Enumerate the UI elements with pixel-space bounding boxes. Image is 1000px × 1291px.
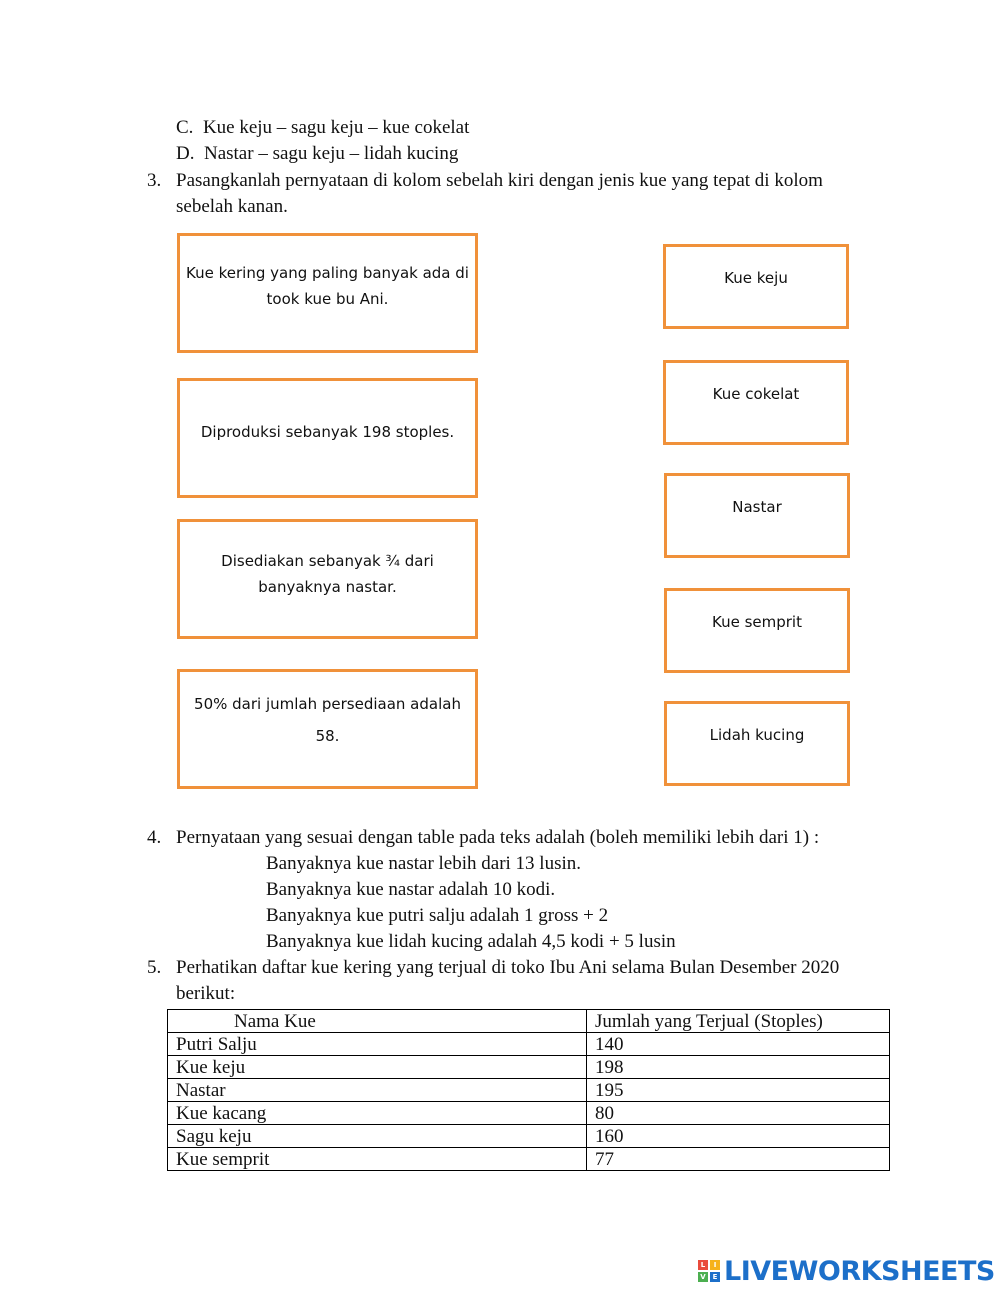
q4-statement-1[interactable]: Banyaknya kue nastar lebih dari 13 lusin. <box>266 853 582 874</box>
statement-text: banyaknya nastar. <box>258 578 397 596</box>
logo-letter: E <box>710 1272 720 1282</box>
cell-value: 80 <box>587 1102 890 1125</box>
answer-box-kue-cokelat[interactable] <box>663 360 849 445</box>
cell-value: 198 <box>587 1056 890 1079</box>
cell-value: 140 <box>587 1033 890 1056</box>
logo-text: LIVEWORKSHEETS <box>724 1255 995 1287</box>
statement-text: Kue kering yang paling banyak ada di <box>186 264 469 282</box>
option-letter: D. <box>176 143 195 164</box>
cell-value: 160 <box>587 1125 890 1148</box>
q4-statement-2[interactable]: Banyaknya kue nastar adalah 10 kodi. <box>266 879 556 900</box>
answer-box-kue-keju[interactable] <box>663 244 849 329</box>
option-text: Kue keju – sagu keju – kue cokelat <box>202 117 470 138</box>
statement-box-2[interactable] <box>177 378 478 498</box>
table-row <box>168 1056 890 1079</box>
statement-box-1[interactable] <box>177 233 478 353</box>
answer-label: Kue cokelat <box>712 385 800 403</box>
answer-label: Nastar <box>732 498 782 516</box>
sales-table <box>167 1009 890 1171</box>
cell-name: Kue semprit <box>168 1148 587 1171</box>
q4-statement-4[interactable]: Banyaknya kue lidah kucing adalah 4,5 kodi + 5 lusin <box>266 931 676 952</box>
table-row <box>168 1033 890 1056</box>
logo-letter: V <box>698 1272 708 1282</box>
answer-box-lidah-kucing[interactable] <box>664 701 850 786</box>
answer-label: Kue keju <box>724 269 788 287</box>
option-text: Nastar – sagu keju – lidah kucing <box>203 143 459 164</box>
answer-box-nastar[interactable] <box>664 473 850 558</box>
logo-icon <box>698 1260 720 1282</box>
q4-number: 4. <box>147 827 162 848</box>
table-row <box>168 1148 890 1171</box>
cell-name: Nastar <box>168 1079 587 1102</box>
q3-text-line1: Pasangkanlah pernyataan di kolom sebelah kiri dengan jenis kue yang tepat di kolom <box>176 170 823 191</box>
option-d <box>176 141 458 167</box>
answer-box-kue-semprit[interactable] <box>664 588 850 673</box>
liveworksheets-logo <box>698 1254 995 1288</box>
statement-box-4[interactable] <box>177 669 478 789</box>
header-jumlah: Jumlah yang Terjual (Stoples) <box>587 1010 890 1033</box>
statement-text: took kue bu Ani. <box>266 290 389 308</box>
statement-box-3[interactable] <box>177 519 478 639</box>
q4-text: Pernyataan yang sesuai dengan table pada teks adalah (boleh memiliki lebih dari 1) : <box>176 827 820 848</box>
cell-value: 195 <box>587 1079 890 1102</box>
cell-name: Sagu keju <box>168 1125 587 1148</box>
cell-value: 77 <box>587 1148 890 1171</box>
statement-text: Diproduksi sebanyak 198 stoples. <box>200 423 455 441</box>
q5-number: 5. <box>147 957 162 978</box>
q5-text-line1: Perhatikan daftar kue kering yang terjual di toko Ibu Ani selama Bulan Desember 2020 <box>176 957 840 978</box>
answer-label: Kue semprit <box>712 613 802 631</box>
logo-letter: I <box>710 1260 720 1270</box>
q4-statement-3[interactable]: Banyaknya kue putri salju adalah 1 gross + 2 <box>266 905 609 926</box>
statement-text: 58. <box>315 727 340 745</box>
statement-text: 50% dari jumlah persediaan adalah <box>194 695 461 713</box>
q3-text-line2: sebelah kanan. <box>176 196 288 217</box>
statement-text: Disediakan sebanyak ¾ dari <box>221 552 434 570</box>
option-letter: C. <box>176 117 194 138</box>
table-header-row <box>168 1010 890 1033</box>
cell-name: Putri Salju <box>168 1033 587 1056</box>
table-row <box>168 1125 890 1148</box>
cell-name: Kue keju <box>168 1056 587 1079</box>
answer-label: Lidah kucing <box>709 726 805 744</box>
table-row <box>168 1102 890 1125</box>
table-row <box>168 1079 890 1102</box>
header-nama-kue: Nama Kue <box>168 1010 587 1033</box>
q3-number: 3. <box>147 170 162 191</box>
option-c <box>176 115 469 141</box>
q5-text-line2: berikut: <box>176 983 236 1004</box>
cell-name: Kue kacang <box>168 1102 587 1125</box>
logo-letter: L <box>698 1260 708 1270</box>
